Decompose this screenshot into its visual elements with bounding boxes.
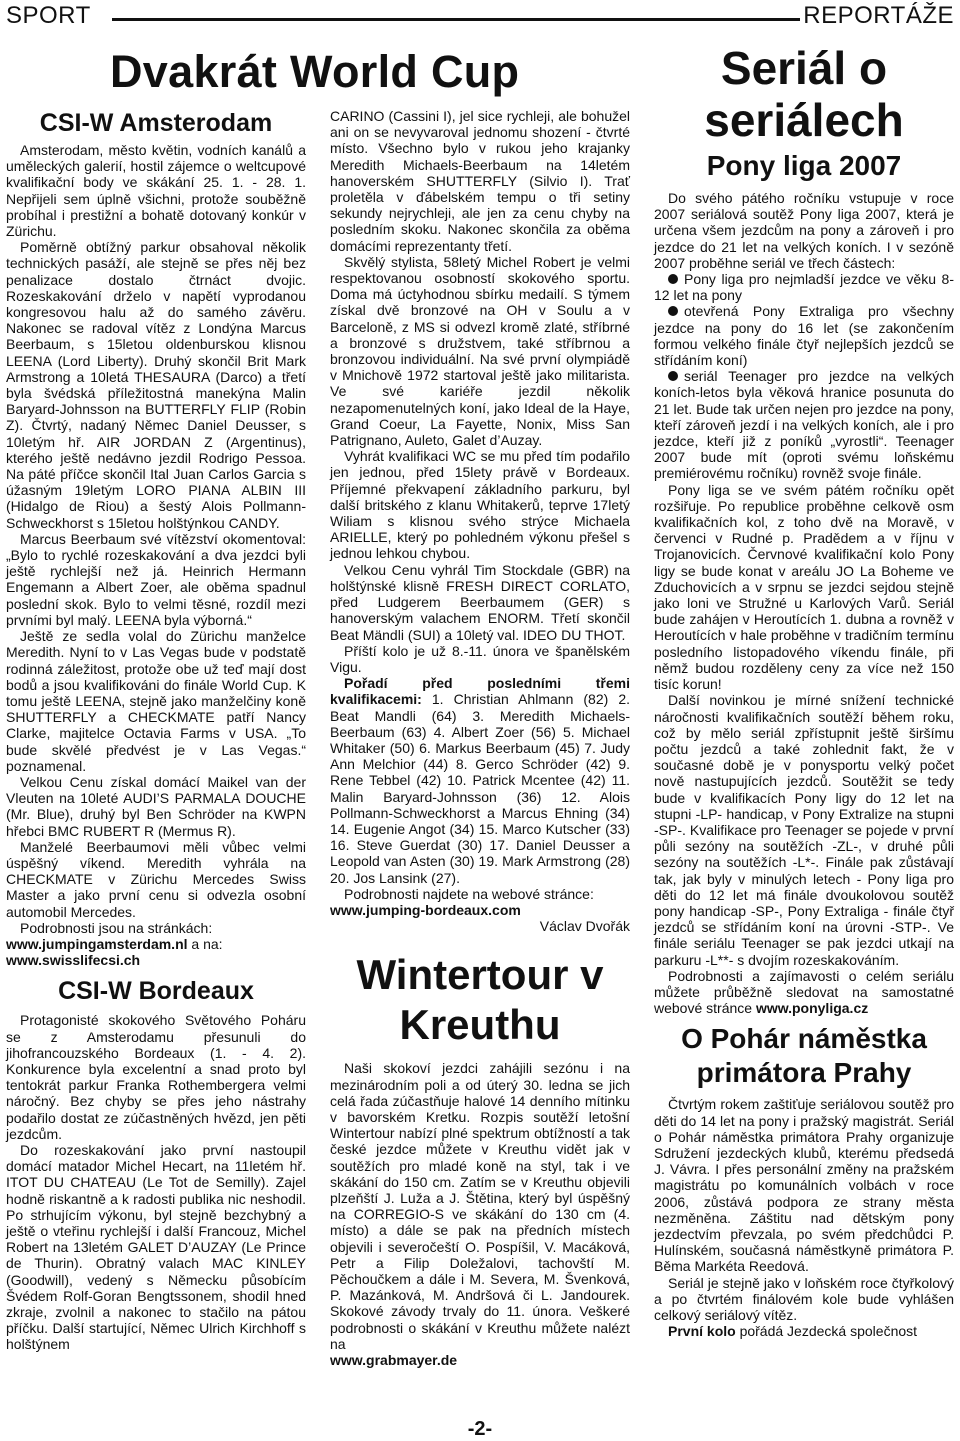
- link-swisslifecsi[interactable]: www.swisslifecsi.ch: [6, 952, 141, 969]
- article-title-amsterdam: CSI-W Amsterodam: [39, 109, 273, 137]
- paragraph-text: Podrobnosti a zajímavosti o celém seriálu můžete průběžně sledovat na samostatné webové stránce: [654, 967, 954, 1017]
- link-jumping-bordeaux[interactable]: www.jumping-bordeaux.com: [330, 901, 521, 918]
- first-round-label: První kolo: [668, 1323, 736, 1340]
- paragraph: Seriál je stejně jako v loňském roce čtyřkolový a po čtvrtém finálovém kole bude vyhlášen celkový seriálový vítěz.: [654, 1274, 954, 1323]
- column-1: [6, 108, 306, 1353]
- page-number: -2-: [467, 1418, 493, 1440]
- article-subtitle-pony-liga: Pony liga 2007: [706, 150, 902, 181]
- bullet-item: [654, 368, 954, 481]
- paragraph: Do rozeskakování jako první nastoupil domácí matador Michel Hecart, na 11letém hř. ITOT DU CHATEAU (Le Tot de Semilly). Zajel hodně riskantně a k radosti publika nic neshodil. Po strhujícím výkonu, byl stejně bezchybný a ještě o vteřinu rychlejší i další Francouz, Michel Robert na 13letém GALET D’AUZAY (Le Prince de Thurin). Obratný valach MAC KINLEY (Goodwill), vedený s Německu působícím Švédem Rolf-Goran Bengtssonem, shodil hned zkraje, zvolnil a nakonec to stačilo na pátou příčku. Další startující, Němec Ulrich Kirchhoff s holštýnem: [6, 1141, 306, 1353]
- paragraph: Marcus Beerbaum své vítězství okomentoval: „Bylo to rychlé rozeskakování a dva jezdci byli ještě rychlejší než já. Heinrich Hermann Engemann a Albert Zoer, ale oběma spadnul poslední skok. Bylo to velmi těsné, rozdíl mezi prvními byl malý. LEENA byla výborná.“: [6, 530, 306, 628]
- paragraph: Amsterodam, město květin, vodních kanálů a uměleckých galerií, hostil zájemce o weltcupové kvalifikační body ve skákání 25. 1. - 28. 1. Nepřijeli sem úplně všichni, protože souběžně probíhal i prestižní a bohatě dotovaný konkúr v Zürichu.: [6, 142, 306, 240]
- paragraph: Příští kolo je už 8.-11. února ve španělském Vigu.: [330, 642, 630, 675]
- author-signature: Václav Dvořák: [539, 918, 630, 935]
- link-grabmayer[interactable]: www.grabmayer.de: [330, 1352, 458, 1369]
- bullet-icon: [668, 274, 678, 284]
- paragraph: Další novinkou je mírné snížení technické náročnosti kvalifikačních soutěží během roku, což by mělo seriál zpřístupnit ještě širšímu počtu jezdců a také zohlednit fakt, že v současné době je v ponysportu velký počet nově nastupujících jezdců. Soutěžit se tedy bude v kvalifikacích Pony ligy do 12 let na stupni -LP- handicap, v Pony Extralize na stupni -SP-. Kvalifikace pro Teenager se pojede v první půli sezóny na soutěžích -ZL-, v druhé půli sezóny na soutěžích -L*-. Finále pak zůstávají tak, jak byly v minulých letech - Pony liga pro děti do 12 let má finále dvoukolovou soutěž pony handicap -SP-, Pony Extraliga - finále čtyř jezdců se střídáním koní na úrovni -STP-. Ve finále seriálu Teenager se pak jezdci utkají na parkuru -L**- s dvojím rozeskakováním.: [654, 692, 954, 968]
- link-paragraph: [330, 1352, 630, 1368]
- header-rule: [112, 18, 800, 21]
- link-paragraph: [330, 902, 630, 918]
- paragraph: Protagonisté skokového Světového Poháru se z Amsterodamu přesunuli do jihofrancouzského Bordeaux (1. - 4. 2). Konkurence byla excelentní a snad proto byl tentokrát parkur Franka Rothembergera velmi náročný. Bez chyby se přes jeho nástrahy podařilo dostat ze zúčastněných hvězd, jen pěti jezdcům.: [6, 1012, 306, 1142]
- paragraph: Čtvrtým rokem zaštiťuje seriálovou soutěž pro děti do 14 let na pony i pražský magistrát. Seriál o Pohár náměstka primátora Prahy organizuje Sdružení jezdeckých klubů, kterému předsedá J. Vávra. I přes personální změny na pražském magistrátu po komunálních volbách v roce 2006, zůstává podpora ze strany města nezměněna. Záštitu nad dětským pony jezdectvím převzala, po svém předchůdci P. Hulínském, současná náměstkyně primátora P. Běma Markéta Reedová.: [654, 1096, 954, 1275]
- paragraph: CARINO (Cassini I), jel sice rychleji, ale bohužel ani on se nevyvaroval jednomu shození - čtvrté místo. Všechno bylo v rukou jeho krajanky Meredith Michaels-Beerbaum na 14letém hanoverském SHUTTERFLY (Silvio I). Trať proletěla v ďábelském tempu o tři setiny sekundy nejrychleji, ale jen za cenu chyby na posledním skoku. Nakonec skončila za oběma domácími reprezentanty třetí.: [330, 108, 630, 254]
- bullet-icon: [668, 371, 678, 381]
- article-title-bordeaux: CSI-W Bordeaux: [58, 977, 254, 1006]
- bullet-text: otevřená Pony Extraliga pro všechny jezdce na pony do 16 let (se zakončením formou velkého finále čtyř nejlepších jezdců se střídáním koní): [654, 303, 954, 369]
- ranking-paragraph: [330, 675, 630, 886]
- paragraph: Naši skokoví jezdci zahájili sezónu i na mezinárodním poli a od úterý 30. ledna se jich celá řada zúčastňuje halové 14 denního mítinku v bavorském Kretku. Rozpis soutěží letošní Wintertour nabízí plné spektrum obtížností a tak české jezdce můžete v Kreuthu vidět jak v soutěžích pro mladé koně na styl, tak i ve skákání do 150 cm. Zatím se v Kreuthu objevili plzeňští J. Luža a J. Štětina, který byl úspěšný na CORREGIO-S ve skákání do 130 cm (4. místo) a dále se pak na předních místech objevili i severočeští O. Pospíšil, V. Macáková, Petr a Filip Doležalovi, tachovští M. Pěchoučkem a dále i M. Severa, M. Švenková, P. Mazánková, M. Andršová či L. Jandourek. Skokové závody trvaly do 11. února. Veškeré podrobnosti o skákání v Kreuthu můžete nalézt na: [330, 1060, 630, 1352]
- paragraph: Skvělý stylista, 58letý Michel Robert je velmi respektovanou osobností skokového sportu. Doma má úctyhodnou sbírku medailí. S týmem získal dvě bronzové na OH v Soulu a v Barceloně, z MS si odvezl kromě zlaté, stříbrné a bronzové s družstvem, také stříbrnou a bronzovou individuální. Na své první olympiádě v Mnichově 1972 startoval ještě jako militarista. Ve své kariéře jezdil několik nezapomenutelných koní, jako Ideal de la Haye, Grand Coeur, La Fayette, Nonix, Miss San Patrignano, Auleto, Galet d’Auzay.: [330, 253, 630, 449]
- paragraph: Vyhrát kvalifikaci WC se mu před tím podařilo jen jednou, před 15lety právě v Bordeaux. Příjemné překvapení základního parkuru, byl další britského z klanu Whitakerů, teprve 17letý Wiliam s klisnou svého strýce Michaela ARIELLE, který po pohledném výkonu přešel s jednou lehkou chybou.: [330, 448, 630, 562]
- article-title-serial: Seriál o seriálech: [704, 42, 904, 146]
- article-title-pohar: O Pohár náměstka primátora Prahy: [681, 1023, 927, 1089]
- paragraph: Do svého pátého ročníku vstupuje v roce 2007 seriálová soutěž Pony liga 2007, která je určena všem jezdcům na pony a zároveň i pro jezdce do 21 let na velkých koních. I v sezóně 2007 proběhne seriál ve třech částech:: [654, 190, 954, 271]
- paragraph: [654, 1323, 954, 1339]
- column-3: [654, 42, 954, 1339]
- section-label-reportaze: REPORTÁŽE: [803, 2, 954, 29]
- paragraph: Velkou Cenu vyhrál Tim Stockdale (GBR) na holštýnské klisně FRESH DIRECT CORLATO, před Ludgerem Beerbaumem (GER) s hanoverským valachem ENORM. Třetí skončil Beat Mändli (SUI) a 10letý val. IDEO DU THOT.: [330, 561, 630, 643]
- bullet-icon: [668, 306, 678, 316]
- links-paragraph: [6, 936, 306, 968]
- column-2: [330, 108, 630, 1368]
- paragraph: Velkou Cenu získal domácí Maikel van der Vleuten na 10leté AUDI’S PARMALA DOUCHE (Mr. Blue), druhý byl Ben Schröder na KWPN hřebci BMC RUBERT R (Mermus R).: [6, 773, 306, 839]
- article-title-wintertour: Wintertour v Kreuthu: [356, 951, 604, 1049]
- bullet-item: [654, 271, 954, 303]
- paragraph: Podrobnosti najdete na webové stránce:: [344, 885, 594, 902]
- bullet-text: seriál Teenager pro jezdce na velkých koních-letos byla věková hranice posunuta do 21 let. Bude tak určen nejen pro jezdce na pony, kteří zároveň jezdí i na velkých koních, ale i pro jezdce, kteří již z poníků „vyrostli“. Teenager 2007 bude mít (oproti svému loňskému premiérovému ročníku) rovněž svoje finále.: [654, 368, 954, 482]
- paragraph: Manželé Beerbaumovi měli vůbec velmi úspěšný víkend. Meredith vyhrála na CHECKMATE v Zürichu Mercedes Swiss Master a jako první cenu si odvezla osobní automobil Mercedes.: [6, 838, 306, 920]
- ranking-list: 1. Christian Ahlmann (82) 2. Beat Mandli (64) 3. Meredith Michaels-Beerbaum (63) 4. Albert Zoer (56) 5. Michael Whitaker (50) 6. Markus Beerbaum (45) 7. Judy Ann Melchior (44) 8. Gerco Schröder (42) 9. Rene Tebbel (42) 10. Patrick Mcentee (42) 11. Malin Baryard-Johnsson (36) 12. Alois Pollmann-Schweckhorst a Marcus Ehning (34) 14. Eugenie Angot (34) 15. Marco Kutscher (33) 16. Steve Guerdat (30) 17. Daniel Deusser a Leopold van Asten (30) 19. Mark Armstrong (28) 20. Jos Lansink (27).: [330, 691, 630, 886]
- paragraph: Podrobnosti jsou na stránkách:: [20, 919, 213, 936]
- link-ponyliga[interactable]: www.ponyliga.cz: [755, 1000, 869, 1017]
- paragraph: [654, 968, 954, 1017]
- bullet-text: Pony liga pro nejmladší jezdce ve věku 8-12 let na pony: [654, 271, 954, 304]
- link-joiner: a na:: [187, 935, 223, 952]
- link-jumpingamsterdam[interactable]: www.jumpingamsterdam.nl: [6, 935, 188, 952]
- paragraph: Poměrně obtížný parkur obsahoval několik technických pasáží, ale stejně se přes něj bez penalizace dostalo čtrnáct dvojic. Rozeskakování drželo v napětí vyprodanou kongresovou halu až do samého závěru. Nakonec se radoval vítěz z Londýna Marcus Beerbaum, s 15letou oldenburskou klisnou LEENA (Lord Liberty). Druhý skončil Brit Mark Armstrong a 10letá THESAURA (Darco) a třetí byla švédská příležitostná manekýna Malin Baryard-Johnsson na BUTTERFLY FLIP (Robin Z). Čtvrtý, nadaný Němec Daniel Deusser, s 10letým hř. AIR JORDAN Z (Argentinus), kterého ještě nedávno jezdil Rodrigo Pessoa. Na páté příčce skončil Ital Juan Carlos Garcia s úžasným 19letým LORO PIANA ALBIN III (Hidalgo de Riou) a šestý Alois Pollmann-Schweckhorst s 15letou holštýnkou CANDY.: [6, 239, 306, 531]
- paragraph: Ještě ze sedla volal do Zürichu manželce Meredith. Nyní to v Las Vegas bude v podstatě rodinná záležitost, protože obe už teď mají dost bodů a jsou kvalifikováni do finále World Cup. K tomu ještě LEENA, stejně jako manželčiny koně SHUTTERFLY a CHECKMATE patří Nancy Clarke, majitelce Octavia Farms v USA. „To bude skvělé předvést je v Las Vegas.“ poznamenal.: [6, 628, 306, 774]
- paragraph-text: pořádá Jezdecká společnost: [735, 1323, 918, 1340]
- bullet-item: [654, 303, 954, 368]
- section-label-sport: SPORT: [6, 2, 91, 29]
- paragraph: Pony liga se ve svém pátém ročníku opět rozšiřuje. Po republice proběhne celkově osm kvalifikačních kol, z toho dvě na Moravě, v červenci v Rudné p. Pradědem a v říjnu v Trojanovicích. Červnové kvalifikační kolo Pony ligy se bude konat v areálu JO La Boheme ve Zduchovicích a v srpnu se jezdci sejdou stejně jako loni ve Stružné u Karlových Varů. Seriál bude zahájen v Heroutících 1. dubna a rovněž v Heroutících v hale proběhne v tradičním termínu posledního listopadového víkendu finále, při němž budou rozděleny ceny za více než 150 tisíc korun!: [654, 481, 954, 693]
- ranking-heading: Pořadí před posledními třemi kvalifikacemi:: [330, 675, 630, 708]
- main-headline: Dvakrát World Cup: [110, 46, 520, 97]
